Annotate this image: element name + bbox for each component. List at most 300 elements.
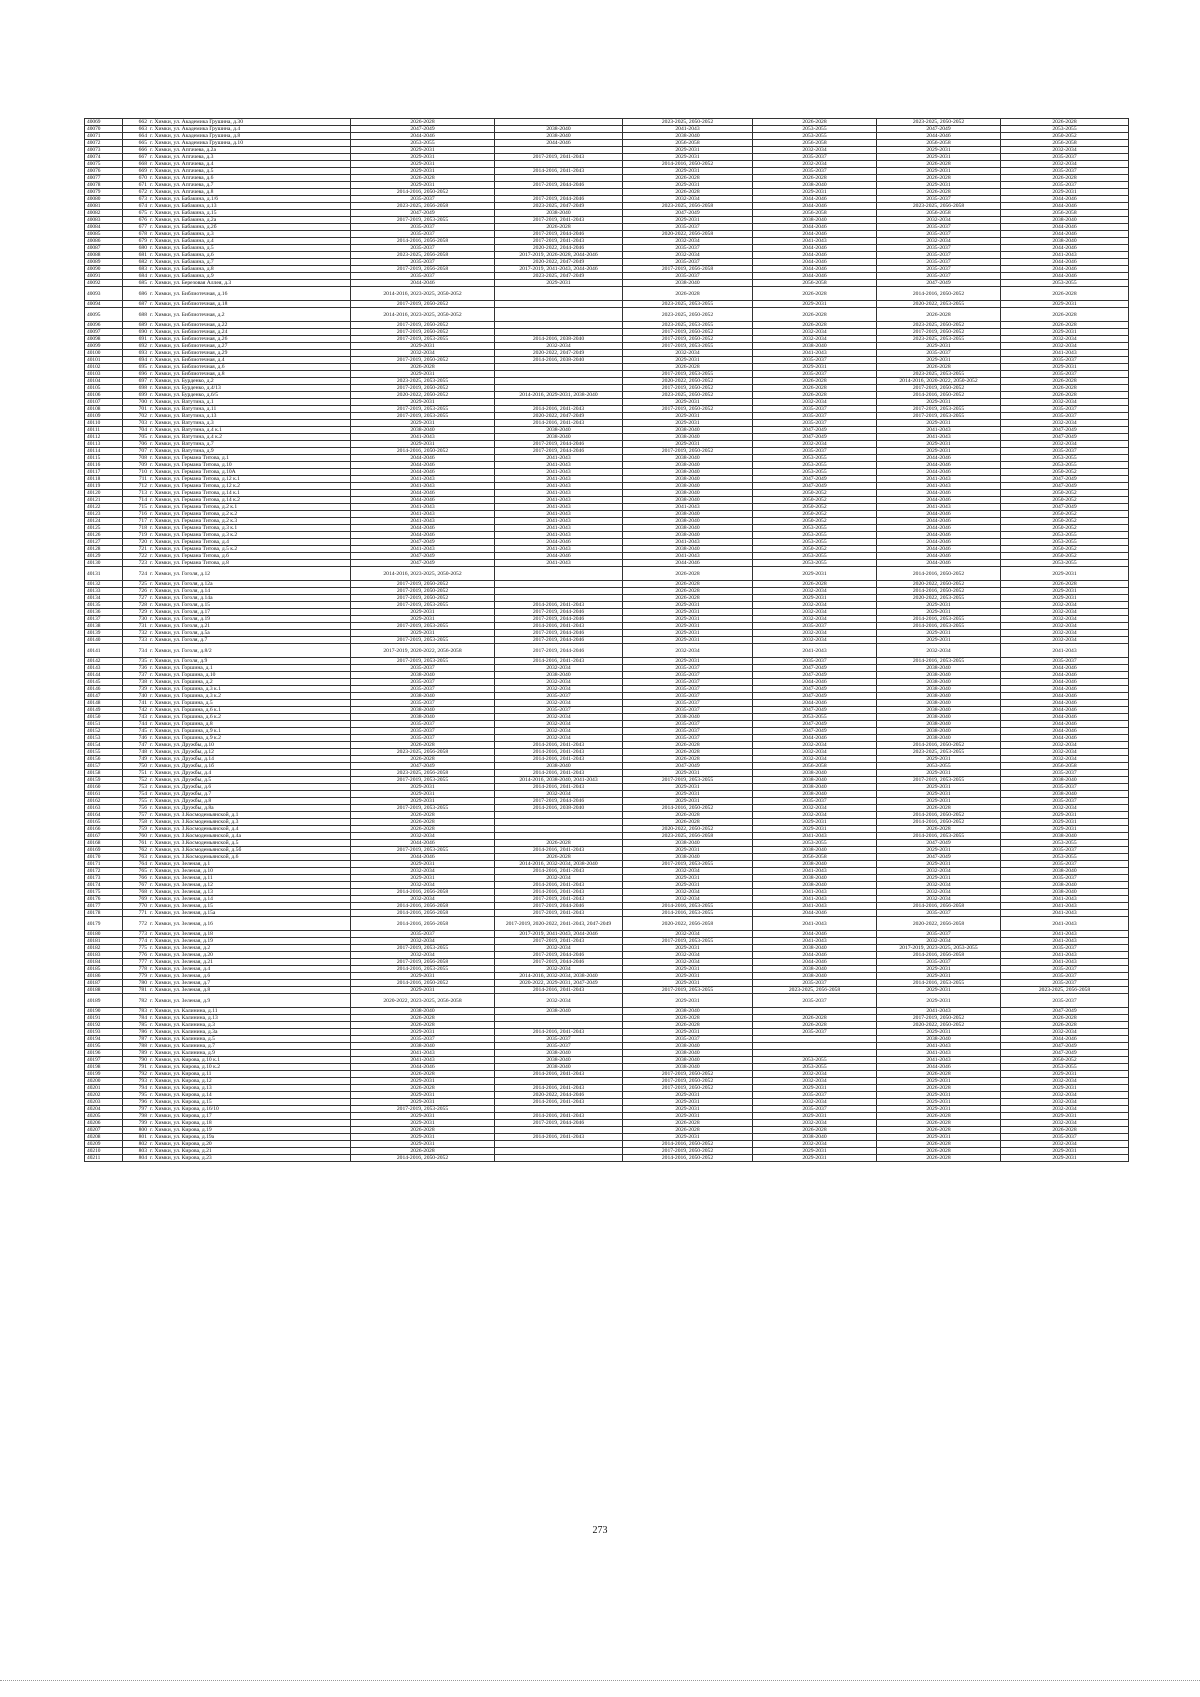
row-id-cell: 40158 xyxy=(85,770,123,777)
period-cell: 2017-2019, 2044-2046 xyxy=(495,644,623,658)
address-cell xyxy=(123,203,351,210)
period-cell: 2038-2040 xyxy=(351,707,495,714)
period-cell: 2032-2034 xyxy=(351,952,495,959)
address-text: г. Химки, ул. Апгачева, д.4 xyxy=(150,161,214,167)
address-cell xyxy=(123,1078,351,1085)
period-cell: 2035-2037 xyxy=(351,1036,495,1043)
period-cell xyxy=(495,1155,623,1162)
period-cell: 2041-2043 xyxy=(1001,896,1129,903)
row-id-cell: 40134 xyxy=(85,595,123,602)
address-text: г. Химки, ул. Германа Титова, д.2 к.1 xyxy=(150,504,238,510)
period-cell: 2014-2016, 2050-2052 xyxy=(877,742,1001,749)
period-cell: 2041-2043 xyxy=(753,350,877,357)
period-cell: 2026-2028 xyxy=(753,378,877,385)
period-cell: 2032-2034 xyxy=(1001,805,1129,812)
period-cell: 2038-2040 xyxy=(753,882,877,889)
address-text: г. Химки, ул. Апгачева, д.8 xyxy=(150,189,214,195)
period-cell: 2035-2037 xyxy=(1001,945,1129,952)
row-id-cell: 40079 xyxy=(85,189,123,196)
address-cell xyxy=(123,882,351,889)
period-cell: 2029-2031 xyxy=(351,1078,495,1085)
period-cell: 2029-2031 xyxy=(623,602,753,609)
row-number: 694 xyxy=(138,357,147,363)
period-cell: 2032-2034 xyxy=(495,343,623,350)
table-row xyxy=(85,812,1129,819)
period-cell: 2029-2031 xyxy=(877,875,1001,882)
table-row xyxy=(85,336,1129,343)
period-cell: 2035-2037 xyxy=(877,931,1001,938)
period-cell: 2056-2058 xyxy=(623,140,753,147)
period-cell: 2017-2019, 2044-2046 xyxy=(495,952,623,959)
row-number: 699 xyxy=(138,392,147,398)
address-text: г. Химки, ул. Кирова, д.15 xyxy=(150,1099,212,1105)
period-cell: 2056-2058 xyxy=(753,280,877,287)
row-number: 758 xyxy=(138,819,147,825)
address-cell xyxy=(123,469,351,476)
address-text: г. Химки, ул. Академика Грушина, д.30 xyxy=(150,119,244,125)
address-text: г. Химки, ул. Зеленая, д.19 xyxy=(150,938,213,944)
period-cell: 2017-2019, 2053-2055 xyxy=(351,805,495,812)
row-number: 756 xyxy=(138,805,147,811)
table-row xyxy=(85,308,1129,322)
period-cell: 2035-2037 xyxy=(877,350,1001,357)
table-row xyxy=(85,973,1129,980)
address-cell xyxy=(123,497,351,504)
period-cell: 2029-2031 xyxy=(877,602,1001,609)
table-row xyxy=(85,119,1129,126)
period-cell: 2032-2034 xyxy=(753,742,877,749)
period-cell: 2035-2037 xyxy=(1001,798,1129,805)
period-cell: 2056-2058 xyxy=(1001,763,1129,770)
table-row xyxy=(85,280,1129,287)
period-cell: 2029-2031 xyxy=(351,973,495,980)
period-cell: 2041-2043 xyxy=(877,504,1001,511)
table-row xyxy=(85,175,1129,182)
address-text: г. Химки, ул. Горшина, д.2 xyxy=(150,679,213,685)
period-cell: 2026-2028 xyxy=(1001,1022,1129,1029)
table-row xyxy=(85,1057,1129,1064)
period-cell: 2035-2037 xyxy=(623,721,753,728)
address-text: г. Химки, ул. Академика Грушина, д.10 xyxy=(150,140,244,146)
table-row xyxy=(85,1127,1129,1134)
row-number: 759 xyxy=(138,826,147,832)
row-number: 665 xyxy=(138,140,147,146)
row-number: 735 xyxy=(138,658,147,664)
period-cell: 2044-2046 xyxy=(1001,224,1129,231)
period-cell: 2041-2043 xyxy=(1001,252,1129,259)
address-cell xyxy=(123,931,351,938)
row-id-cell: 40086 xyxy=(85,238,123,245)
period-cell: 2035-2037 xyxy=(351,245,495,252)
period-cell: 2047-2049 xyxy=(1001,483,1129,490)
row-number: 686 xyxy=(138,290,147,297)
row-number: 717 xyxy=(138,518,147,524)
row-number: 698 xyxy=(138,385,147,391)
address-text: г. Химки, ул. Березовая Аллея, д.3 xyxy=(150,280,232,286)
period-cell: 2041-2043 xyxy=(351,518,495,525)
period-cell: 2038-2040 xyxy=(495,1050,623,1057)
period-cell: 2017-2019, 2053-2055 xyxy=(351,413,495,420)
period-cell: 2026-2028 xyxy=(877,1148,1001,1155)
period-cell: 2032-2034 xyxy=(623,350,753,357)
period-cell: 2035-2037 xyxy=(623,707,753,714)
table-row xyxy=(85,518,1129,525)
address-cell xyxy=(123,553,351,560)
table-row xyxy=(85,1085,1129,1092)
period-cell: 2029-2031 xyxy=(753,1085,877,1092)
address-text: г. Химки, ул. Германа Титова, д.12 к.2 xyxy=(150,483,240,489)
period-cell: 2023-2025, 2047-2049 xyxy=(495,273,623,280)
address-cell xyxy=(123,329,351,336)
address-cell xyxy=(123,476,351,483)
period-cell: 2041-2043 xyxy=(1001,952,1129,959)
row-id-cell: 40170 xyxy=(85,854,123,861)
period-cell: 2029-2031 xyxy=(753,189,877,196)
row-id-cell: 40208 xyxy=(85,1134,123,1141)
period-cell: 2029-2031 xyxy=(623,994,753,1008)
period-cell: 2029-2031 xyxy=(1001,301,1129,308)
period-cell: 2032-2034 xyxy=(1001,1099,1129,1106)
period-cell: 2038-2040 xyxy=(753,875,877,882)
row-id-cell: 40171 xyxy=(85,861,123,868)
period-cell: 2053-2055 xyxy=(753,553,877,560)
period-cell: 2032-2034 xyxy=(753,161,877,168)
row-id-cell: 40075 xyxy=(85,161,123,168)
period-cell: 2029-2031 xyxy=(753,819,877,826)
period-cell: 2026-2028 xyxy=(1001,385,1129,392)
period-cell: 2029-2031 xyxy=(623,609,753,616)
period-cell: 2029-2031 xyxy=(623,630,753,637)
period-cell: 2032-2034 xyxy=(351,833,495,840)
address-text: г. Химки, ул. Бабакина, д.3 xyxy=(150,231,214,237)
address-text: г. Химки, ул. Горшина, д.3 к.1 xyxy=(150,686,221,692)
address-cell xyxy=(123,756,351,763)
period-cell: 2026-2028 xyxy=(351,1071,495,1078)
row-number: 723 xyxy=(138,560,147,566)
period-cell: 2035-2037 xyxy=(623,273,753,280)
period-cell: 2032-2034 xyxy=(1001,756,1129,763)
period-cell: 2032-2034 xyxy=(753,1071,877,1078)
period-cell: 2017-2019, 2053-2055 xyxy=(623,861,753,868)
period-cell: 2026-2028 xyxy=(753,322,877,329)
row-id-cell: 40071 xyxy=(85,133,123,140)
period-cell: 2029-2031 xyxy=(877,770,1001,777)
period-cell: 2026-2028 xyxy=(753,392,877,399)
table-row xyxy=(85,889,1129,896)
table-row xyxy=(85,595,1129,602)
period-cell: 2032-2034 xyxy=(495,721,623,728)
address-cell xyxy=(123,735,351,742)
period-cell: 2026-2028 xyxy=(351,1085,495,1092)
address-cell xyxy=(123,1092,351,1099)
row-number: 742 xyxy=(138,707,147,713)
period-cell: 2029-2031 xyxy=(877,630,1001,637)
row-number: 678 xyxy=(138,231,147,237)
period-cell: 2035-2037 xyxy=(753,1106,877,1113)
table-row xyxy=(85,252,1129,259)
row-number: 752 xyxy=(138,777,147,783)
address-cell xyxy=(123,630,351,637)
table-row xyxy=(85,644,1129,658)
address-text: г. Химки, ул. Зеленая, д.16 xyxy=(150,920,213,927)
period-cell: 2041-2043 xyxy=(495,504,623,511)
period-cell: 2029-2031 xyxy=(753,301,877,308)
period-cell: 2026-2028 xyxy=(351,826,495,833)
period-cell: 2020-2022, 2044-2046 xyxy=(495,245,623,252)
period-cell: 2035-2037 xyxy=(1001,448,1129,455)
period-cell: 2026-2028 xyxy=(1001,392,1129,399)
address-cell xyxy=(123,301,351,308)
row-number: 743 xyxy=(138,714,147,720)
period-cell: 2017-2019, 2050-2052 xyxy=(623,1085,753,1092)
period-cell: 2035-2037 xyxy=(623,735,753,742)
period-cell: 2023-2025, 2053-2055 xyxy=(877,749,1001,756)
period-cell: 2032-2034 xyxy=(753,399,877,406)
table-row xyxy=(85,728,1129,735)
row-number: 682 xyxy=(138,259,147,265)
row-number: 770 xyxy=(138,903,147,909)
table-row xyxy=(85,196,1129,203)
period-cell: 2038-2040 xyxy=(351,1043,495,1050)
period-cell: 2014-2016, 2050-2052 xyxy=(877,588,1001,595)
address-cell xyxy=(123,819,351,826)
period-cell xyxy=(495,371,623,378)
period-cell: 2038-2040 xyxy=(877,686,1001,693)
row-number: 700 xyxy=(138,399,147,405)
row-id-cell: 40149 xyxy=(85,707,123,714)
period-cell: 2035-2037 xyxy=(351,196,495,203)
period-cell: 2017-2019, 2044-2046 xyxy=(495,903,623,910)
period-cell: 2026-2028 xyxy=(877,1113,1001,1120)
period-cell: 2014-2016, 2041-2043 xyxy=(495,847,623,854)
period-cell: 2035-2037 xyxy=(877,196,1001,203)
row-number: 670 xyxy=(138,175,147,181)
table-row xyxy=(85,693,1129,700)
period-cell: 2017-2019, 2041-2043 xyxy=(495,154,623,161)
row-id-cell: 40166 xyxy=(85,826,123,833)
address-cell xyxy=(123,917,351,931)
period-cell: 2041-2043 xyxy=(351,483,495,490)
period-cell xyxy=(495,1127,623,1134)
period-cell: 2047-2049 xyxy=(1001,1008,1129,1015)
period-cell: 2044-2046 xyxy=(753,700,877,707)
row-id-cell: 40124 xyxy=(85,518,123,525)
period-cell: 2023-2025, 2053-2055 xyxy=(877,336,1001,343)
period-cell: 2038-2040 xyxy=(495,1008,623,1015)
table-row xyxy=(85,1134,1129,1141)
period-cell: 2035-2037 xyxy=(623,686,753,693)
period-cell: 2038-2040 xyxy=(623,1008,753,1015)
period-cell: 2026-2028 xyxy=(753,385,877,392)
address-cell xyxy=(123,770,351,777)
address-cell xyxy=(123,490,351,497)
row-number: 720 xyxy=(138,539,147,545)
period-cell: 2020-2022, 2056-2058 xyxy=(623,917,753,931)
table-row xyxy=(85,413,1129,420)
period-cell: 2017-2019, 2023-2025, 2053-2055 xyxy=(877,945,1001,952)
period-cell: 2029-2031 xyxy=(877,1029,1001,1036)
row-id-cell: 40173 xyxy=(85,875,123,882)
row-number: 711 xyxy=(138,476,147,482)
row-number: 798 xyxy=(138,1113,147,1119)
address-cell xyxy=(123,945,351,952)
period-cell: 2032-2034 xyxy=(623,952,753,959)
period-cell: 2020-2022, 2056-2058 xyxy=(623,231,753,238)
row-id-cell: 40161 xyxy=(85,791,123,798)
row-id-cell: 40136 xyxy=(85,609,123,616)
period-cell: 2023-2025, 2053-2055 xyxy=(623,301,753,308)
period-cell: 2044-2046 xyxy=(753,231,877,238)
period-cell: 2023-2025, 2053-2055 xyxy=(877,371,1001,378)
address-text: г. Химки, ул. Апгачева, д.3 xyxy=(150,154,214,160)
period-cell: 2026-2028 xyxy=(877,826,1001,833)
period-cell: 2014-2016, 2041-2043 xyxy=(495,742,623,749)
table-row xyxy=(85,784,1129,791)
period-cell: 2035-2037 xyxy=(351,931,495,938)
address-text: г. Химки, ул. Германа Титова, д.14 к.1 xyxy=(150,490,240,496)
address-text: г. Химки, ул. Калинина, д.11 xyxy=(150,1008,218,1014)
address-cell xyxy=(123,448,351,455)
period-cell: 2038-2040 xyxy=(623,546,753,553)
period-cell: 2041-2043 xyxy=(623,553,753,560)
period-cell: 2038-2040 xyxy=(877,707,1001,714)
period-cell: 2029-2031 xyxy=(623,154,753,161)
period-cell: 2041-2043 xyxy=(753,889,877,896)
period-cell: 2038-2040 xyxy=(495,210,623,217)
address-cell xyxy=(123,686,351,693)
period-cell: 2038-2040 xyxy=(877,714,1001,721)
period-cell: 2032-2034 xyxy=(753,441,877,448)
address-text: г. Химки, ул. Кирова, д.11 xyxy=(150,1071,212,1077)
period-cell: 2026-2028 xyxy=(623,595,753,602)
period-cell xyxy=(753,1008,877,1015)
period-cell: 2029-2031 xyxy=(753,1155,877,1162)
table-row xyxy=(85,1050,1129,1057)
address-cell xyxy=(123,1043,351,1050)
period-cell: 2038-2040 xyxy=(1001,217,1129,224)
row-number: 799 xyxy=(138,1120,147,1126)
table-row xyxy=(85,805,1129,812)
period-cell: 2041-2043 xyxy=(495,476,623,483)
table-row xyxy=(85,1043,1129,1050)
period-cell: 2047-2049 xyxy=(877,126,1001,133)
period-cell: 2029-2031 xyxy=(623,1106,753,1113)
period-cell: 2017-2019, 2053-2055 xyxy=(351,336,495,343)
address-cell xyxy=(123,266,351,273)
row-number: 790 xyxy=(138,1057,147,1063)
row-number: 779 xyxy=(138,973,147,979)
address-cell xyxy=(123,189,351,196)
period-cell: 2047-2049 xyxy=(1001,1043,1129,1050)
table-row xyxy=(85,637,1129,644)
period-cell: 2056-2058 xyxy=(753,140,877,147)
row-id-cell: 40106 xyxy=(85,392,123,399)
row-id-cell: 40130 xyxy=(85,560,123,567)
period-cell: 2026-2028 xyxy=(753,1015,877,1022)
row-id-cell: 40157 xyxy=(85,763,123,770)
row-number: 777 xyxy=(138,959,147,965)
table-row xyxy=(85,1099,1129,1106)
period-cell: 2044-2046 xyxy=(351,133,495,140)
period-cell: 2038-2040 xyxy=(877,665,1001,672)
row-id-cell: 40093 xyxy=(85,287,123,301)
row-id-cell: 40110 xyxy=(85,420,123,427)
period-cell: 2026-2028 xyxy=(351,1127,495,1134)
address-cell xyxy=(123,952,351,959)
row-id-cell: 40135 xyxy=(85,602,123,609)
address-cell xyxy=(123,896,351,903)
address-text: г. Химки, ул. Зеленая, д.6 xyxy=(150,973,211,979)
period-cell: 2029-2031 xyxy=(1001,1085,1129,1092)
row-id-cell: 40096 xyxy=(85,322,123,329)
period-cell: 2026-2028 xyxy=(351,756,495,763)
period-cell: 2041-2043 xyxy=(623,504,753,511)
period-cell: 2044-2046 xyxy=(1001,231,1129,238)
period-cell: 2029-2031 xyxy=(351,861,495,868)
table-row xyxy=(85,560,1129,567)
row-id-cell: 40141 xyxy=(85,644,123,658)
address-text: г. Химки, ул. Зеленая, д.7 xyxy=(150,980,211,986)
period-cell: 2020-2022, 2044-2046 xyxy=(495,1092,623,1099)
period-cell: 2032-2034 xyxy=(753,616,877,623)
period-cell: 2053-2055 xyxy=(1001,462,1129,469)
row-id-cell: 40143 xyxy=(85,665,123,672)
table-row xyxy=(85,420,1129,427)
period-cell: 2041-2043 xyxy=(877,1050,1001,1057)
period-cell: 2017-2019, 2050-2052 xyxy=(623,1071,753,1078)
period-cell: 2026-2028 xyxy=(1001,581,1129,588)
address-text: г. Химки, ул. Библиотечная, д.24 xyxy=(150,329,228,335)
address-cell xyxy=(123,343,351,350)
address-text: г. Химки, ул. Апгачева, д.2а xyxy=(150,147,216,153)
period-cell: 2038-2040 xyxy=(623,476,753,483)
period-cell: 2017-2019, 2044-2046 xyxy=(495,798,623,805)
address-text: г. Химки, ул. Бурденко, д.2 xyxy=(150,378,214,384)
period-cell: 2032-2034 xyxy=(877,938,1001,945)
period-cell: 2041-2043 xyxy=(877,427,1001,434)
address-cell xyxy=(123,742,351,749)
period-cell: 2032-2034 xyxy=(351,896,495,903)
period-cell: 2035-2037 xyxy=(623,672,753,679)
period-cell: 2017-2019, 2053-2055 xyxy=(351,637,495,644)
table-row xyxy=(85,385,1129,392)
address-text: г. Химки, ул. Дружбы, д.1б xyxy=(150,763,215,769)
period-cell: 2053-2055 xyxy=(1001,840,1129,847)
address-text: г. Химки, ул. Библиотечная, д.16 xyxy=(150,290,228,297)
period-cell: 2044-2046 xyxy=(753,266,877,273)
period-cell: 2041-2043 xyxy=(753,917,877,931)
period-cell xyxy=(495,175,623,182)
address-text: г. Химки, ул. Бабакина, д.9 xyxy=(150,273,214,279)
row-number: 753 xyxy=(138,784,147,790)
address-text: г. Химки, ул. З.Космодемьянской, д.4а xyxy=(150,833,241,839)
period-cell: 2029-2031 xyxy=(351,399,495,406)
row-number: 721 xyxy=(138,546,147,552)
period-cell: 2032-2034 xyxy=(495,665,623,672)
period-cell: 2017-2019, 2053-2055 xyxy=(351,602,495,609)
period-cell: 2035-2037 xyxy=(623,665,753,672)
row-id-cell: 40195 xyxy=(85,1043,123,1050)
row-number: 744 xyxy=(138,721,147,727)
row-id-cell: 40204 xyxy=(85,1106,123,1113)
row-id-cell: 40115 xyxy=(85,455,123,462)
period-cell: 2047-2049 xyxy=(877,280,1001,287)
table-row xyxy=(85,553,1129,560)
address-cell xyxy=(123,644,351,658)
period-cell: 2038-2040 xyxy=(495,427,623,434)
period-cell: 2032-2034 xyxy=(753,1078,877,1085)
period-cell: 2050-2052 xyxy=(1001,553,1129,560)
